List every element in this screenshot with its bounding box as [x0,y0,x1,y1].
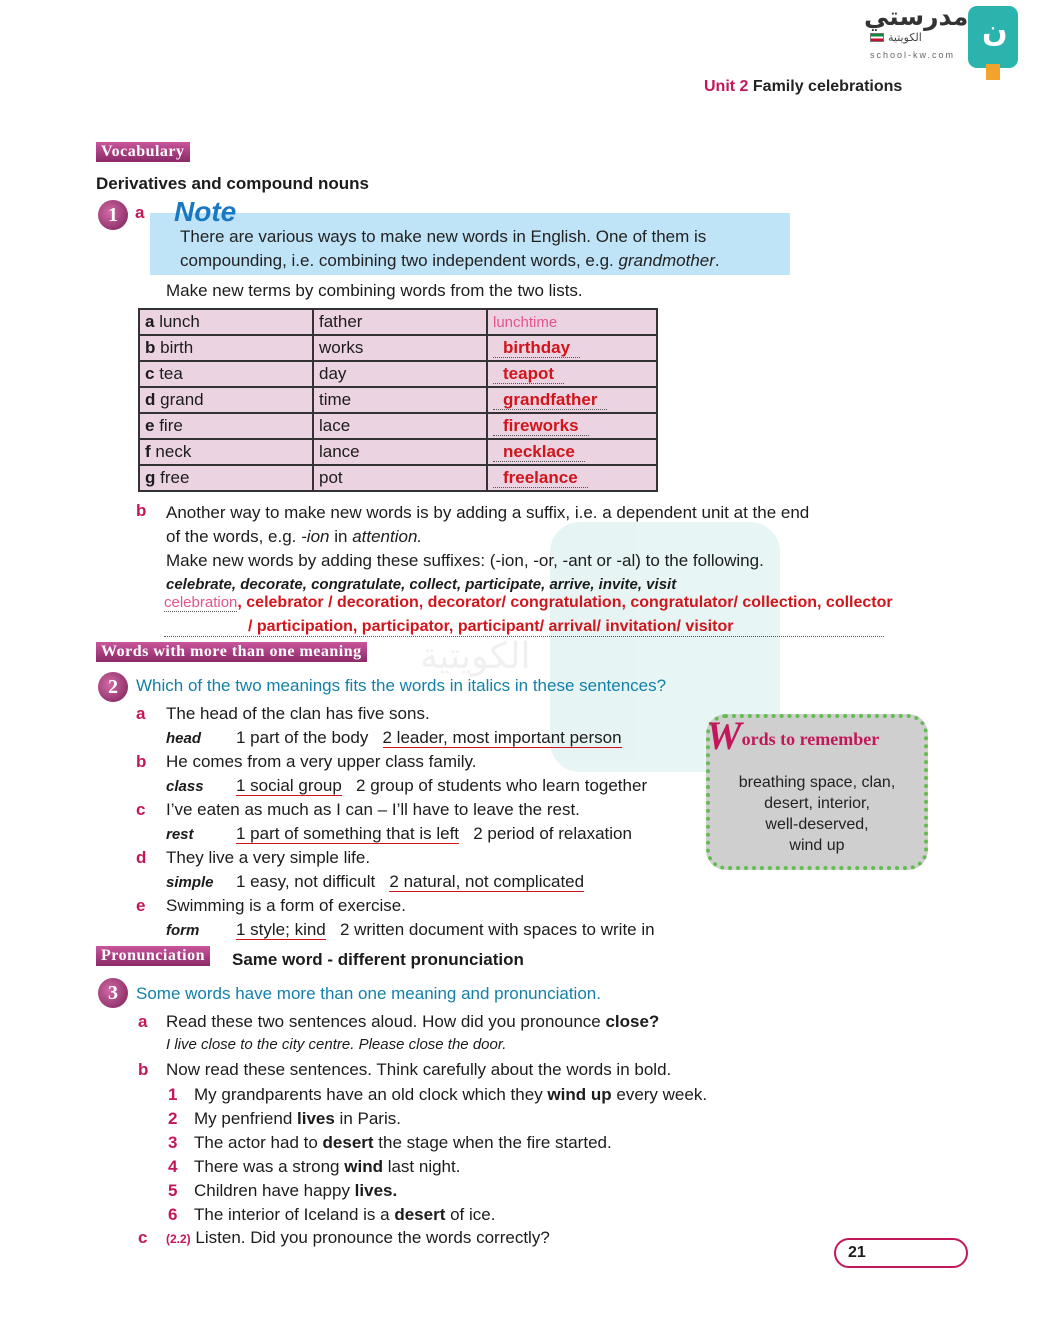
note-title: Note [174,196,237,227]
meanings-question: Which of the two meanings fits the words in italics in these sentences? [136,676,667,695]
words-to-remember-list [712,772,922,856]
meanings-list [136,702,706,942]
answer-text: birthday [493,338,580,358]
item-letter: d [136,848,147,867]
meaning-option-2: 2 leader, most important person [382,727,622,747]
exercise-number-badge: 2 [98,672,128,702]
pronunciation-sentence [168,1131,768,1155]
table-row [139,465,657,491]
pron-c-text: Listen. Did you pronounce the words correctly? [195,1228,550,1247]
sentence-post: last night. [382,1157,461,1176]
table-cell-word2: lace [313,413,487,439]
remember-word: wind up [789,837,845,854]
sentence-bold-word: desert [322,1133,374,1152]
pronunciation-sentences [168,1083,768,1227]
remember-word: desert, interior, [764,795,870,812]
table-cell-word1 [139,387,313,413]
table-cell-word2: pot [313,465,487,491]
table-row [139,309,657,335]
table-cell-answer [487,413,657,439]
sentence-bold-word: lives. [354,1181,398,1200]
meaning-option-2: 2 group of students who learn together [356,775,648,795]
sentence-pre: The interior of Iceland is a [194,1205,395,1224]
meaning-option-1: 1 part of the body [236,727,369,747]
item-letter: c [136,800,146,819]
pron-c-line [166,1228,550,1248]
table-cell-word1 [139,309,313,335]
suffix-instructions [166,501,886,597]
sentence-pre: The actor had to [194,1133,323,1152]
word1: tea [159,364,183,383]
logo-glyph: ن [982,14,1008,49]
suffix-answer-line-1: celebration, celebrator / decoration, decorator/ congratulation, congratulator/ collection, collector [164,594,893,611]
sentence-post: of ice. [445,1205,496,1224]
row-letter: c [145,364,155,383]
sentence-bold-word: lives [297,1109,335,1128]
pronunciation-sentence [168,1179,768,1203]
watermark-text: الكويتية [420,636,531,677]
suffix-answer-line-2: / participation, participator, participant/ arrival/ invitation/ visitor [248,618,734,635]
item-letter: e [136,896,146,915]
suffix-line-1: Another way to make new words is by adding a suffix, i.e. a dependent unit at the end [166,503,810,522]
vocabulary-tag: Vocabulary [96,142,190,162]
row-letter: b [145,338,156,357]
remember-word: well-deserved, [765,816,869,833]
sub-letter-a: a [135,203,145,222]
sentence-number: 4 [168,1157,178,1176]
item-word: class [166,777,204,795]
meaning-option-2: 2 period of relaxation [473,823,632,843]
sentence-bold-word: wind up [547,1085,612,1104]
item-letter: a [136,704,146,723]
answer-text: grandfather [493,390,607,410]
item-sentence: He comes from a very upper class family. [166,752,477,771]
row-letter: d [145,390,156,409]
word1: birth [160,338,194,357]
unit-label: Unit 2 [704,78,749,95]
row-letter: e [145,416,155,435]
vocab-instruction: Make new terms by combining words from the two lists. [166,281,583,300]
table-cell-answer [487,387,657,413]
item-sentence: I’ve eaten as much as I can – I’ll have to leave the rest. [166,800,580,819]
logo-arabic-sub: الكويتية [888,31,922,44]
meaning-item [136,750,706,798]
answer-text: fireworks [493,416,589,436]
table-cell-word1 [139,465,313,491]
pron-a-text: Read these two sentences aloud. How did you pronounce close? [166,1012,660,1031]
word1: fire [159,416,183,435]
unit-name: Family celebrations [752,78,903,95]
suffix-word-list: celebrate, decorate, congratulate, collect, participate, arrive, invite, visit [166,576,677,593]
pronunciation-sentence [168,1107,768,1131]
table-cell-word1 [139,439,313,465]
sentence-number: 5 [168,1181,178,1200]
meaning-item [136,798,706,846]
meaning-option-1: 1 part of something that is left [236,823,460,843]
table-cell-answer [487,439,657,465]
sentence-post: every week. [611,1085,708,1104]
table-cell-answer [487,361,657,387]
table-cell-answer [487,335,657,361]
table-cell-word2: lance [313,439,487,465]
unit-title [704,78,902,96]
table-row [139,361,657,387]
note-line-1: There are various ways to make new words in English. One of them is [180,227,707,246]
table-row [139,439,657,465]
logo-url: school-kw.com [870,50,956,60]
sentence-pre: My grandparents have an old clock which they [194,1085,548,1104]
words-to-remember-title: Words to remember [706,713,880,758]
meaning-item [136,894,706,942]
word1: lunch [159,312,200,331]
table-cell-answer [487,465,657,491]
vocab-table [138,308,658,492]
pronunciation-question: Some words have more than one meaning and pronunciation. [136,984,601,1003]
table-cell-word1 [139,413,313,439]
answer-text: teapot [493,364,564,384]
page-number: 21 [834,1238,968,1268]
answer-text: freelance [493,468,588,488]
pronunciation-heading: Same word - different pronunciation [232,950,524,969]
sentence-bold-word: wind [344,1157,383,1176]
kuwait-flag-icon [870,33,884,42]
pronunciation-sentence [168,1155,768,1179]
sub-letter-b: b [138,1060,149,1079]
sub-letter-c: c [138,1228,148,1247]
row-letter: g [145,468,156,487]
item-sentence: Swimming is a form of exercise. [166,896,406,915]
logo-arabic-name: مدرستي [864,2,969,31]
sentence-post: in Paris. [334,1109,401,1128]
table-row [139,335,657,361]
sentence-pre: There was a strong [194,1157,345,1176]
table-row [139,387,657,413]
meaning-item [136,846,706,894]
sentence-number: 3 [168,1133,178,1152]
table-cell-word1 [139,335,313,361]
sentence-post: the stage when the fire started. [373,1133,612,1152]
pron-b-text: Now read these sentences. Think carefully about the words in bold. [166,1060,672,1079]
meaning-option-2: 2 written document with spaces to write in [339,919,655,939]
sentence-number: 6 [168,1205,178,1224]
audio-track-number[interactable]: (2.2) [166,1232,191,1246]
item-sentence: The head of the clan has five sons. [166,704,430,723]
note-text [180,225,780,273]
remember-word: breathing space, clan, [738,774,896,791]
sentence-number: 1 [168,1085,178,1104]
meaning-option-1: 1 easy, not difficult [236,871,376,891]
exercise-number-badge: 1 [98,200,128,230]
exercise-number-badge: 3 [98,978,128,1008]
table-cell-word2: time [313,387,487,413]
item-word: rest [166,825,194,843]
meaning-option-2: 2 natural, not complicated [389,871,585,891]
meaning-option-1: 1 social group [236,775,342,795]
meaning-item [136,702,706,750]
table-cell-answer [487,309,657,335]
pron-a-example: I live close to the city centre. Please close the door. [166,1036,507,1053]
word1: free [160,468,190,487]
item-word: head [166,729,202,747]
vocab-heading: Derivatives and compound nouns [96,174,369,193]
suffix-line-3: Make new words by adding these suffixes: (-ion, -or, -ant or -al) to the following. [166,551,764,570]
table-row [139,413,657,439]
note-line-2: compounding, i.e. combining two independent words, e.g. grandmother. [180,251,720,270]
pronunciation-sentence [168,1083,768,1107]
meaning-option-1: 1 style; kind [236,919,326,939]
item-sentence: They live a very simple life. [166,848,371,867]
pronunciation-sentence [168,1203,768,1227]
meanings-tag: Words with more than one meaning [96,642,367,662]
row-letter: a [145,312,155,331]
item-word: simple [166,873,214,891]
answer-text: lunchtime [493,314,558,331]
item-word: form [166,921,200,939]
sub-letter-a: a [138,1012,148,1031]
answer-text: necklace [493,442,585,462]
sentence-pre: My penfriend [194,1109,297,1128]
table-cell-word2: day [313,361,487,387]
table-cell-word2: works [313,335,487,361]
item-letter: b [136,752,147,771]
row-letter: f [145,442,151,461]
word1: neck [155,442,192,461]
sentence-bold-word: desert [394,1205,446,1224]
table-cell-word2: father [313,309,487,335]
sentence-pre: Children have happy [194,1181,355,1200]
word1: grand [160,390,204,409]
sub-letter-b: b [136,501,147,520]
pronunciation-tag: Pronunciation [96,946,210,966]
table-cell-word1 [139,361,313,387]
suffix-line-2: of the words, e.g. -ion in attention. [166,527,423,546]
sentence-number: 2 [168,1109,178,1128]
